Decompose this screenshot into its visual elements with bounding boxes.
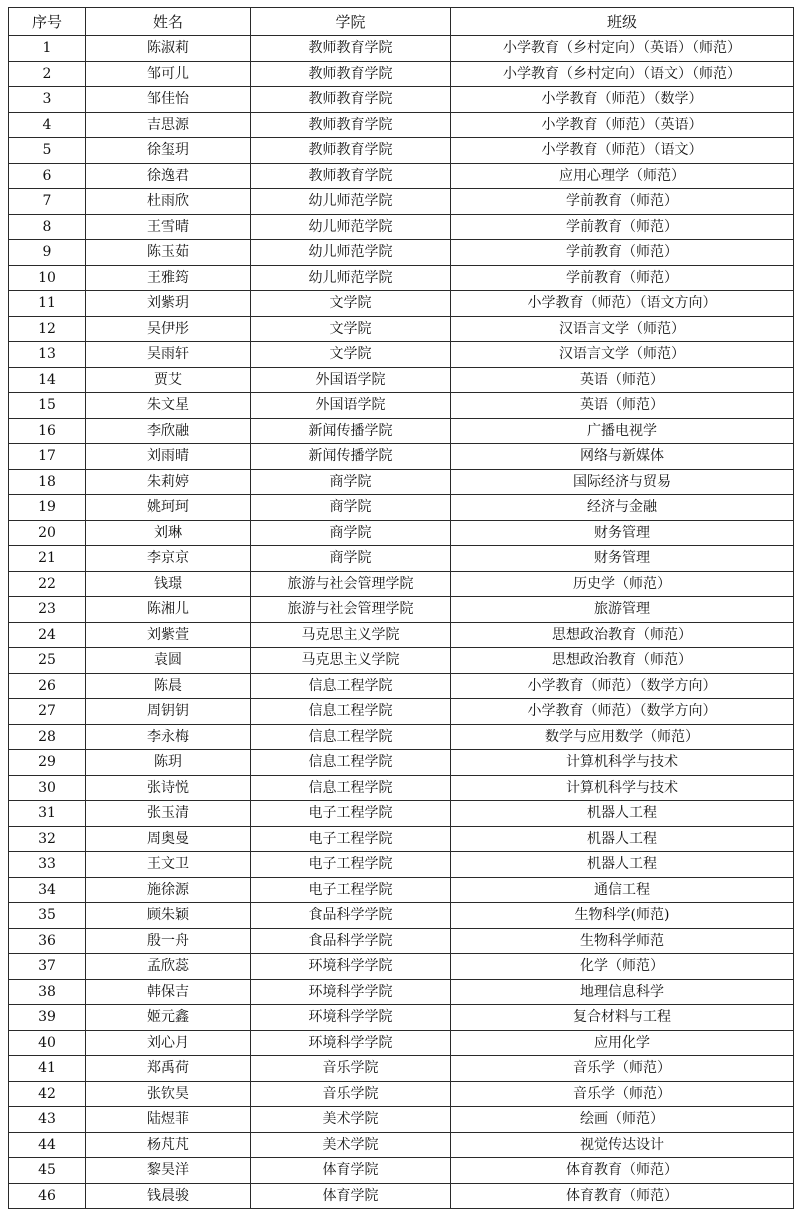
cell-college: 信息工程学院 xyxy=(251,775,451,801)
table-row xyxy=(9,724,794,750)
cell-name: 郑禹荷 xyxy=(86,1056,251,1082)
table-row xyxy=(9,214,794,240)
cell-college: 教师教育学院 xyxy=(251,61,451,87)
table-row xyxy=(9,571,794,597)
cell-class: 汉语言文学（师范） xyxy=(451,316,794,342)
header-index: 序号 xyxy=(9,8,86,36)
table-row xyxy=(9,367,794,393)
table-row xyxy=(9,1005,794,1031)
cell-index: 8 xyxy=(9,214,86,240)
table-row xyxy=(9,597,794,623)
cell-college: 电子工程学院 xyxy=(251,877,451,903)
cell-index: 22 xyxy=(9,571,86,597)
cell-class: 化学（师范） xyxy=(451,954,794,980)
cell-name: 吴伊彤 xyxy=(86,316,251,342)
cell-college: 马克思主义学院 xyxy=(251,622,451,648)
cell-index: 1 xyxy=(9,36,86,62)
table-row xyxy=(9,189,794,215)
table-row xyxy=(9,163,794,189)
cell-name: 姬元鑫 xyxy=(86,1005,251,1031)
cell-index: 25 xyxy=(9,648,86,674)
table-row xyxy=(9,1132,794,1158)
cell-name: 王雪晴 xyxy=(86,214,251,240)
student-table xyxy=(8,7,794,1209)
table-row xyxy=(9,750,794,776)
cell-class: 音乐学（师范） xyxy=(451,1056,794,1082)
cell-class: 财务管理 xyxy=(451,546,794,572)
cell-college: 幼儿师范学院 xyxy=(251,189,451,215)
cell-name: 刘紫玥 xyxy=(86,291,251,317)
cell-class: 小学教育（师范）（英语） xyxy=(451,112,794,138)
cell-class: 生物科学师范 xyxy=(451,928,794,954)
cell-class: 国际经济与贸易 xyxy=(451,469,794,495)
table-row xyxy=(9,444,794,470)
cell-class: 视觉传达设计 xyxy=(451,1132,794,1158)
cell-name: 施徐源 xyxy=(86,877,251,903)
cell-name: 陈玥 xyxy=(86,750,251,776)
cell-name: 刘紫萱 xyxy=(86,622,251,648)
cell-index: 24 xyxy=(9,622,86,648)
cell-college: 美术学院 xyxy=(251,1132,451,1158)
cell-college: 商学院 xyxy=(251,469,451,495)
cell-name: 王雅筠 xyxy=(86,265,251,291)
cell-name: 陈晨 xyxy=(86,673,251,699)
cell-class: 小学教育（乡村定向）（英语）（师范） xyxy=(451,36,794,62)
cell-college: 文学院 xyxy=(251,342,451,368)
cell-class: 广播电视学 xyxy=(451,418,794,444)
cell-index: 15 xyxy=(9,393,86,419)
cell-class: 生物科学(师范) xyxy=(451,903,794,929)
table-row xyxy=(9,648,794,674)
cell-index: 21 xyxy=(9,546,86,572)
cell-college: 外国语学院 xyxy=(251,393,451,419)
header-class: 班级 xyxy=(451,8,794,36)
table-row xyxy=(9,852,794,878)
cell-index: 35 xyxy=(9,903,86,929)
cell-name: 陆煜菲 xyxy=(86,1107,251,1133)
cell-name: 贾艾 xyxy=(86,367,251,393)
cell-index: 11 xyxy=(9,291,86,317)
cell-index: 16 xyxy=(9,418,86,444)
cell-class: 学前教育（师范） xyxy=(451,214,794,240)
table-row xyxy=(9,622,794,648)
table-row xyxy=(9,1183,794,1209)
cell-class: 旅游管理 xyxy=(451,597,794,623)
cell-index: 5 xyxy=(9,138,86,164)
cell-name: 吴雨轩 xyxy=(86,342,251,368)
cell-college: 教师教育学院 xyxy=(251,163,451,189)
cell-name: 吉思源 xyxy=(86,112,251,138)
cell-class: 音乐学（师范） xyxy=(451,1081,794,1107)
cell-name: 陈淑莉 xyxy=(86,36,251,62)
cell-class: 体育教育（师范） xyxy=(451,1183,794,1209)
cell-name: 李欣融 xyxy=(86,418,251,444)
cell-class: 财务管理 xyxy=(451,520,794,546)
cell-class: 机器人工程 xyxy=(451,826,794,852)
cell-index: 41 xyxy=(9,1056,86,1082)
cell-class: 思想政治教育（师范） xyxy=(451,622,794,648)
cell-college: 商学院 xyxy=(251,546,451,572)
cell-index: 3 xyxy=(9,87,86,113)
cell-college: 电子工程学院 xyxy=(251,826,451,852)
cell-index: 13 xyxy=(9,342,86,368)
cell-index: 29 xyxy=(9,750,86,776)
cell-name: 邹佳怡 xyxy=(86,87,251,113)
cell-name: 黎昊洋 xyxy=(86,1158,251,1184)
cell-college: 外国语学院 xyxy=(251,367,451,393)
cell-college: 新闻传播学院 xyxy=(251,418,451,444)
cell-index: 33 xyxy=(9,852,86,878)
table-row xyxy=(9,1030,794,1056)
cell-index: 7 xyxy=(9,189,86,215)
table-row xyxy=(9,1056,794,1082)
cell-name: 殷一舟 xyxy=(86,928,251,954)
cell-college: 电子工程学院 xyxy=(251,852,451,878)
cell-index: 43 xyxy=(9,1107,86,1133)
cell-college: 音乐学院 xyxy=(251,1081,451,1107)
cell-index: 44 xyxy=(9,1132,86,1158)
cell-index: 9 xyxy=(9,240,86,266)
cell-class: 应用化学 xyxy=(451,1030,794,1056)
cell-name: 张诗悦 xyxy=(86,775,251,801)
cell-name: 陈玉茹 xyxy=(86,240,251,266)
cell-name: 朱莉婷 xyxy=(86,469,251,495)
cell-name: 徐逸君 xyxy=(86,163,251,189)
cell-college: 信息工程学院 xyxy=(251,673,451,699)
table-row xyxy=(9,87,794,113)
cell-college: 信息工程学院 xyxy=(251,699,451,725)
cell-class: 小学教育（师范）（数学） xyxy=(451,87,794,113)
cell-index: 19 xyxy=(9,495,86,521)
cell-name: 杜雨欣 xyxy=(86,189,251,215)
cell-index: 38 xyxy=(9,979,86,1005)
table-row xyxy=(9,673,794,699)
cell-index: 46 xyxy=(9,1183,86,1209)
header-name: 姓名 xyxy=(86,8,251,36)
table-row xyxy=(9,112,794,138)
cell-index: 26 xyxy=(9,673,86,699)
table-row xyxy=(9,393,794,419)
cell-name: 张钦昊 xyxy=(86,1081,251,1107)
cell-class: 复合材料与工程 xyxy=(451,1005,794,1031)
table-row xyxy=(9,418,794,444)
table-row xyxy=(9,265,794,291)
cell-name: 袁圆 xyxy=(86,648,251,674)
table-row xyxy=(9,520,794,546)
cell-college: 美术学院 xyxy=(251,1107,451,1133)
cell-class: 小学教育（师范）（语文方向） xyxy=(451,291,794,317)
cell-class: 通信工程 xyxy=(451,877,794,903)
table-row xyxy=(9,495,794,521)
cell-college: 体育学院 xyxy=(251,1183,451,1209)
cell-name: 徐玺玥 xyxy=(86,138,251,164)
table-row xyxy=(9,61,794,87)
cell-college: 新闻传播学院 xyxy=(251,444,451,470)
cell-class: 网络与新媒体 xyxy=(451,444,794,470)
table-row xyxy=(9,138,794,164)
cell-index: 39 xyxy=(9,1005,86,1031)
cell-college: 环境科学学院 xyxy=(251,1005,451,1031)
table-row xyxy=(9,1107,794,1133)
cell-index: 36 xyxy=(9,928,86,954)
cell-name: 邹可儿 xyxy=(86,61,251,87)
table-row xyxy=(9,979,794,1005)
cell-class: 历史学（师范） xyxy=(451,571,794,597)
cell-college: 幼儿师范学院 xyxy=(251,265,451,291)
table-row xyxy=(9,826,794,852)
cell-college: 环境科学学院 xyxy=(251,954,451,980)
cell-name: 周钥钥 xyxy=(86,699,251,725)
table-row xyxy=(9,1081,794,1107)
table-row xyxy=(9,699,794,725)
table-row xyxy=(9,316,794,342)
cell-index: 27 xyxy=(9,699,86,725)
table-row xyxy=(9,928,794,954)
cell-class: 汉语言文学（师范） xyxy=(451,342,794,368)
cell-college: 电子工程学院 xyxy=(251,801,451,827)
cell-name: 顾朱颖 xyxy=(86,903,251,929)
cell-class: 绘画（师范） xyxy=(451,1107,794,1133)
cell-class: 小学教育（师范）（数学方向） xyxy=(451,699,794,725)
cell-college: 教师教育学院 xyxy=(251,36,451,62)
cell-name: 姚珂珂 xyxy=(86,495,251,521)
cell-index: 17 xyxy=(9,444,86,470)
cell-class: 机器人工程 xyxy=(451,852,794,878)
cell-class: 体育教育（师范） xyxy=(451,1158,794,1184)
table-header-row xyxy=(9,8,794,36)
table-row xyxy=(9,877,794,903)
cell-index: 30 xyxy=(9,775,86,801)
cell-index: 42 xyxy=(9,1081,86,1107)
cell-name: 王文卫 xyxy=(86,852,251,878)
cell-index: 14 xyxy=(9,367,86,393)
cell-index: 18 xyxy=(9,469,86,495)
cell-index: 32 xyxy=(9,826,86,852)
cell-class: 学前教育（师范） xyxy=(451,265,794,291)
cell-college: 体育学院 xyxy=(251,1158,451,1184)
cell-college: 马克思主义学院 xyxy=(251,648,451,674)
cell-index: 45 xyxy=(9,1158,86,1184)
cell-index: 23 xyxy=(9,597,86,623)
cell-index: 34 xyxy=(9,877,86,903)
cell-index: 31 xyxy=(9,801,86,827)
cell-name: 周奥曼 xyxy=(86,826,251,852)
cell-class: 英语（师范） xyxy=(451,393,794,419)
cell-college: 文学院 xyxy=(251,291,451,317)
cell-index: 2 xyxy=(9,61,86,87)
cell-name: 韩保吉 xyxy=(86,979,251,1005)
document-page xyxy=(8,7,793,1209)
cell-college: 信息工程学院 xyxy=(251,724,451,750)
cell-name: 孟欣蕊 xyxy=(86,954,251,980)
table-row xyxy=(9,469,794,495)
cell-index: 37 xyxy=(9,954,86,980)
table-row xyxy=(9,775,794,801)
cell-index: 10 xyxy=(9,265,86,291)
cell-name: 李京京 xyxy=(86,546,251,572)
cell-name: 刘琳 xyxy=(86,520,251,546)
cell-class: 经济与金融 xyxy=(451,495,794,521)
cell-class: 小学教育（师范）（语文） xyxy=(451,138,794,164)
cell-class: 数学与应用数学（师范） xyxy=(451,724,794,750)
cell-college: 幼儿师范学院 xyxy=(251,240,451,266)
table-row xyxy=(9,240,794,266)
cell-name: 朱文星 xyxy=(86,393,251,419)
cell-college: 环境科学学院 xyxy=(251,1030,451,1056)
cell-class: 学前教育（师范） xyxy=(451,189,794,215)
cell-college: 食品科学学院 xyxy=(251,903,451,929)
cell-college: 食品科学学院 xyxy=(251,928,451,954)
cell-name: 杨芃芃 xyxy=(86,1132,251,1158)
cell-college: 旅游与社会管理学院 xyxy=(251,571,451,597)
table-row xyxy=(9,903,794,929)
cell-class: 地理信息科学 xyxy=(451,979,794,1005)
table-row xyxy=(9,291,794,317)
cell-college: 教师教育学院 xyxy=(251,87,451,113)
cell-college: 音乐学院 xyxy=(251,1056,451,1082)
header-college: 学院 xyxy=(251,8,451,36)
cell-college: 教师教育学院 xyxy=(251,138,451,164)
cell-class: 小学教育（乡村定向）（语文）（师范） xyxy=(451,61,794,87)
table-row xyxy=(9,36,794,62)
cell-class: 机器人工程 xyxy=(451,801,794,827)
table-body xyxy=(9,36,794,1209)
cell-name: 刘雨晴 xyxy=(86,444,251,470)
cell-college: 环境科学学院 xyxy=(251,979,451,1005)
cell-college: 幼儿师范学院 xyxy=(251,214,451,240)
cell-name: 李永梅 xyxy=(86,724,251,750)
table-row xyxy=(9,1158,794,1184)
cell-class: 计算机科学与技术 xyxy=(451,775,794,801)
cell-class: 应用心理学（师范） xyxy=(451,163,794,189)
cell-index: 12 xyxy=(9,316,86,342)
cell-name: 钱璟 xyxy=(86,571,251,597)
cell-index: 28 xyxy=(9,724,86,750)
table-row xyxy=(9,954,794,980)
cell-name: 钱晨骏 xyxy=(86,1183,251,1209)
cell-name: 陈湘儿 xyxy=(86,597,251,623)
cell-class: 思想政治教育（师范） xyxy=(451,648,794,674)
cell-name: 刘心月 xyxy=(86,1030,251,1056)
cell-class: 学前教育（师范） xyxy=(451,240,794,266)
cell-class: 英语（师范） xyxy=(451,367,794,393)
cell-college: 商学院 xyxy=(251,495,451,521)
table-row xyxy=(9,342,794,368)
cell-index: 40 xyxy=(9,1030,86,1056)
table-row xyxy=(9,546,794,572)
cell-college: 旅游与社会管理学院 xyxy=(251,597,451,623)
cell-name: 张玉清 xyxy=(86,801,251,827)
cell-index: 20 xyxy=(9,520,86,546)
cell-index: 6 xyxy=(9,163,86,189)
cell-class: 小学教育（师范）（数学方向） xyxy=(451,673,794,699)
cell-index: 4 xyxy=(9,112,86,138)
cell-college: 教师教育学院 xyxy=(251,112,451,138)
table-row xyxy=(9,801,794,827)
cell-class: 计算机科学与技术 xyxy=(451,750,794,776)
cell-college: 文学院 xyxy=(251,316,451,342)
cell-college: 信息工程学院 xyxy=(251,750,451,776)
cell-college: 商学院 xyxy=(251,520,451,546)
